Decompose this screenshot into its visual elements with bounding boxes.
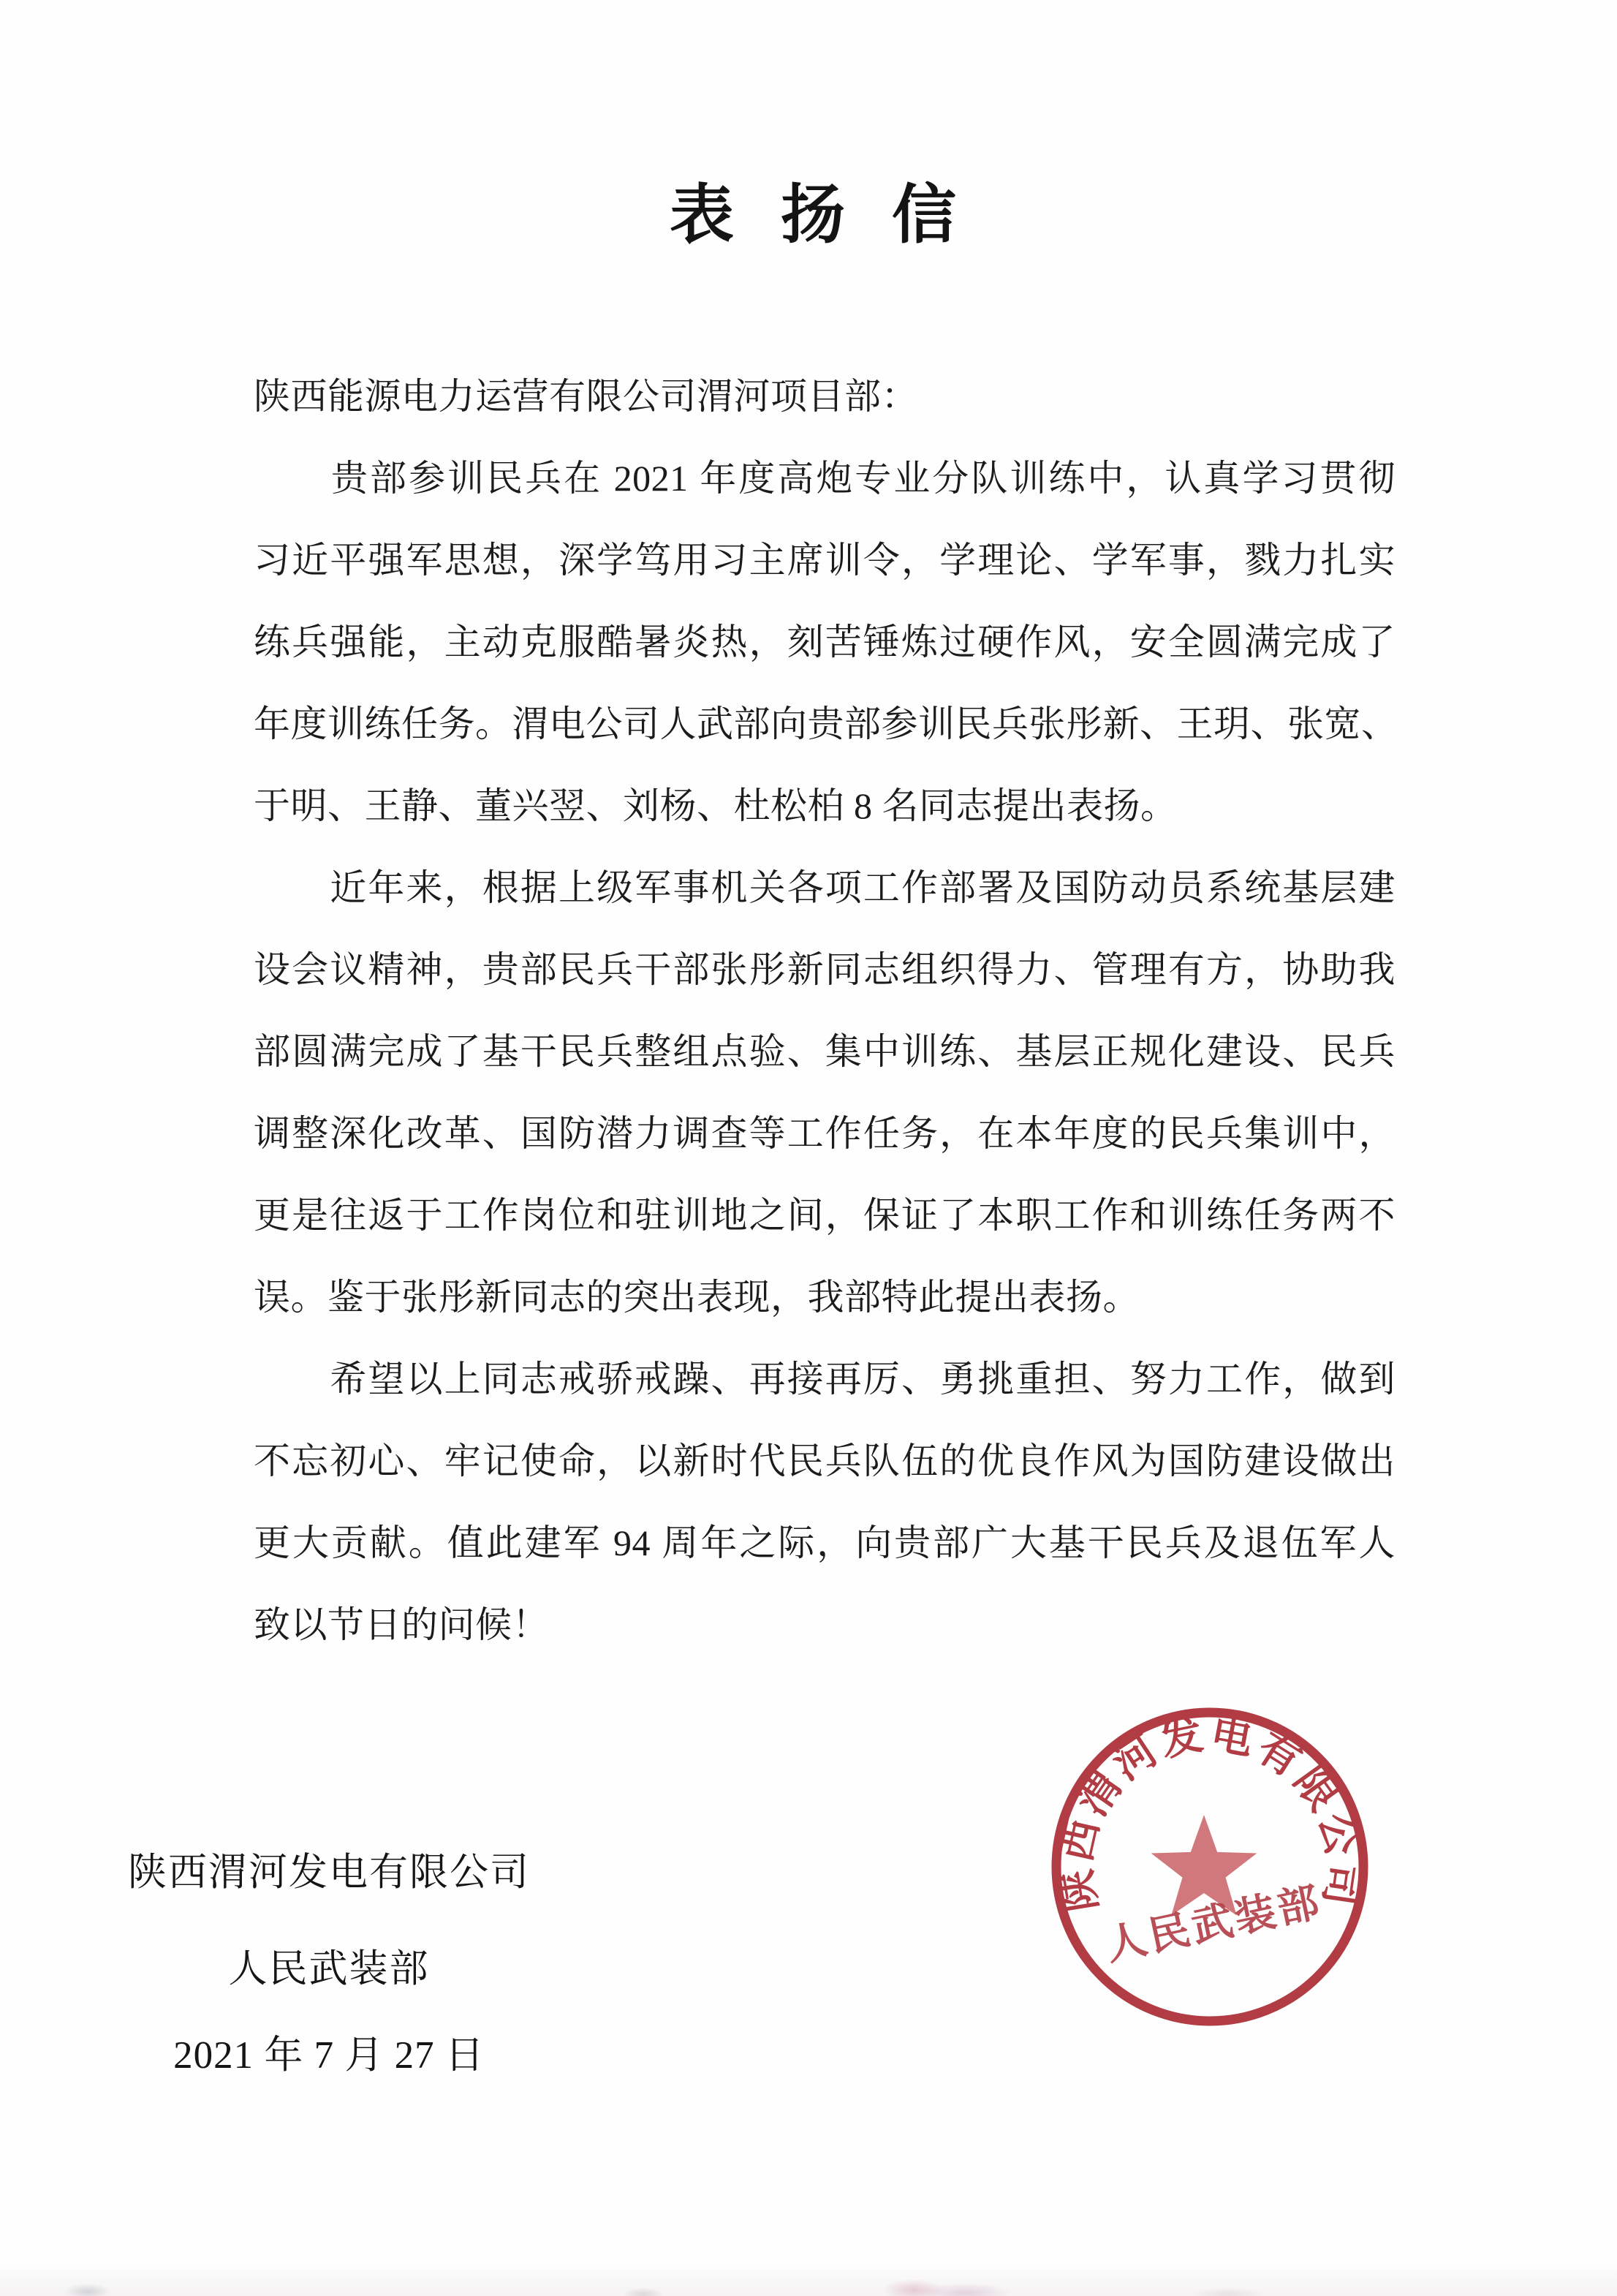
body-line: 于明、王静、董兴翌、刘杨、杜松柏 8 名同志提出表扬。 bbox=[254, 785, 1178, 826]
body-line: 更大贡献。值此建军 94 周年之际，向贵部广大基干民兵及退伍军人 bbox=[254, 1522, 1396, 1563]
body-line: 练兵强能，主动克服酷暑炎热，刻苦锤炼过硬作风，安全圆满完成了 bbox=[254, 622, 1396, 662]
body-line: 调整深化改革、国防潜力调查等工作任务，在本年度的民兵集训中， bbox=[254, 1113, 1396, 1154]
seal-arc-text: 陕西渭河发电有限公司 bbox=[1053, 1710, 1367, 1915]
letter-body bbox=[254, 355, 1396, 1666]
addressee-line: 陕西能源电力运营有限公司渭河项目部： bbox=[254, 376, 918, 417]
body-line: 年度训练任务。渭电公司人武部向贵部参训民兵张彤新、王玥、张宽、 bbox=[254, 703, 1398, 744]
body-line: 习近平强军思想，深学笃用习主席训令，学理论、学军事，戮力扎实 bbox=[254, 540, 1396, 581]
body-line: 设会议精神，贵部民兵干部张彤新同志组织得力、管理有方，协助我 bbox=[254, 949, 1396, 990]
body-line: 不忘初心、牢记使命，以新时代民兵队伍的优良作风为国防建设做出 bbox=[254, 1440, 1396, 1481]
seal-inner-text: 人民武装部 bbox=[1102, 1879, 1326, 1970]
body-line: 贵部参训民兵在 2021 年度高炮专业分队训练中，认真学习贯彻 bbox=[254, 458, 1396, 499]
body-line: 更是往返于工作岗位和驻训地之间，保证了本职工作和训练任务两不 bbox=[254, 1195, 1396, 1236]
body-line: 近年来，根据上级军事机关各项工作部署及国防动员系统基层建 bbox=[254, 867, 1396, 908]
letter-title: 表 扬 信 bbox=[669, 181, 947, 252]
body-paragraphs bbox=[254, 437, 1396, 1666]
body-line: 致以节日的问候！ bbox=[254, 1604, 549, 1645]
scan-noise-strip bbox=[0, 2261, 1617, 2296]
signature-department: 人民武装部 bbox=[228, 1948, 430, 1990]
signature-date: 2021 年 7 月 27 日 bbox=[173, 2034, 485, 2077]
body-line: 误。鉴于张彤新同志的突出表现，我部特此提出表扬。 bbox=[254, 1277, 1140, 1318]
body-line: 希望以上同志戒骄戒躁、再接再厉、勇挑重担、努力工作，做到 bbox=[254, 1359, 1396, 1400]
signature-company: 陕西渭河发电有限公司 bbox=[128, 1851, 530, 1894]
body-line: 部圆满完成了基干民兵整组点验、集中训练、基层正规化建设、民兵 bbox=[254, 1031, 1396, 1072]
official-seal bbox=[1038, 1695, 1385, 2042]
